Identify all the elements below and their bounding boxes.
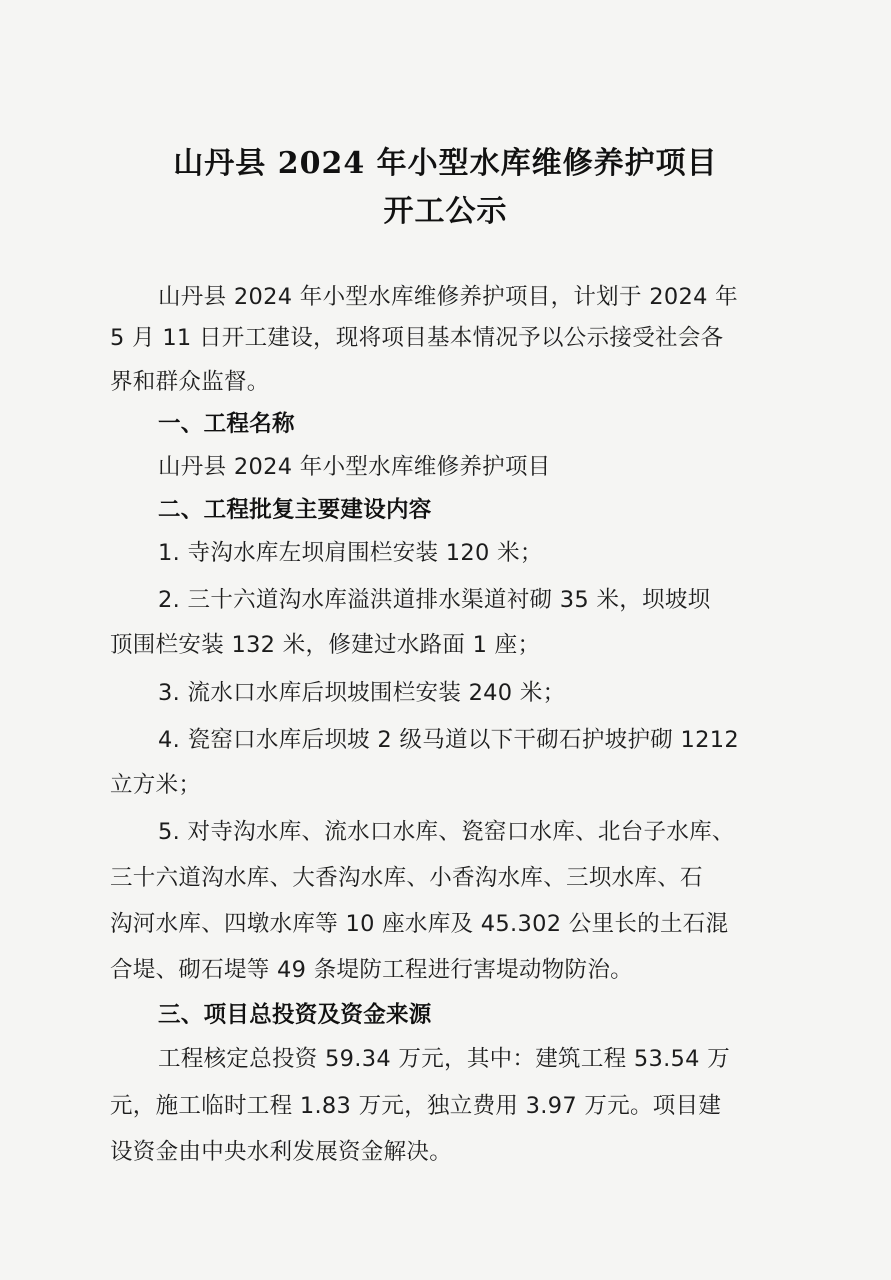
section-heading-project-name: 一、工程名称	[158, 411, 295, 437]
content-item-1: 1. 寺沟水库左坝肩围栏安装 120 米；	[158, 540, 543, 566]
content-item-2-line-2: 顶围栏安装 132 米，修建过水路面 1 座；	[110, 632, 541, 658]
content-item-5-line-3: 沟河水库、四墩水库等 10 座水库及 45.302 公里长的土石混	[110, 911, 729, 937]
project-name-text: 山丹县 2024 年小型水库维修养护项目	[158, 454, 551, 480]
content-item-4-line-2: 立方米；	[110, 772, 202, 798]
investment-paragraph-line-3: 设资金由中央水利发展资金解决。	[110, 1139, 453, 1165]
document-title-line-1: 山丹县 2024 年小型水库维修养护项目	[173, 146, 718, 181]
investment-paragraph-line-2: 元，施工临时工程 1.83 万元，独立费用 3.97 万元。项目建	[110, 1093, 722, 1119]
intro-paragraph-line-2: 5 月 11 日开工建设，现将项目基本情况予以公示接受社会各	[110, 325, 724, 351]
investment-paragraph-line-1: 工程核定总投资 59.34 万元，其中：建筑工程 53.54 万	[158, 1046, 731, 1072]
section-heading-construction-content: 二、工程批复主要建设内容	[158, 497, 432, 523]
content-item-5-line-1: 5. 对寺沟水库、流水口水库、瓷窑口水库、北台子水库、	[158, 819, 735, 845]
content-item-3: 3. 流水口水库后坝坡围栏安装 240 米；	[158, 680, 566, 706]
content-item-5-line-2: 三十六道沟水库、大香沟水库、小香沟水库、三坝水库、石	[110, 865, 703, 891]
intro-paragraph-line-3: 界和群众监督。	[110, 369, 270, 395]
content-item-4-line-1: 4. 瓷窑口水库后坝坡 2 级马道以下干砌石护坡护砌 1212	[158, 727, 739, 753]
content-item-2-line-1: 2. 三十六道沟水库溢洪道排水渠道衬砌 35 米，坝坡坝	[158, 587, 711, 613]
content-item-5-line-4: 合堤、砌石堤等 49 条堤防工程进行害堤动物防治。	[110, 957, 633, 983]
document-title-line-2: 开工公示	[383, 194, 508, 229]
section-heading-investment: 三、项目总投资及资金来源	[158, 1002, 432, 1028]
intro-paragraph-line-1: 山丹县 2024 年小型水库维修养护项目，计划于 2024 年	[158, 284, 738, 310]
